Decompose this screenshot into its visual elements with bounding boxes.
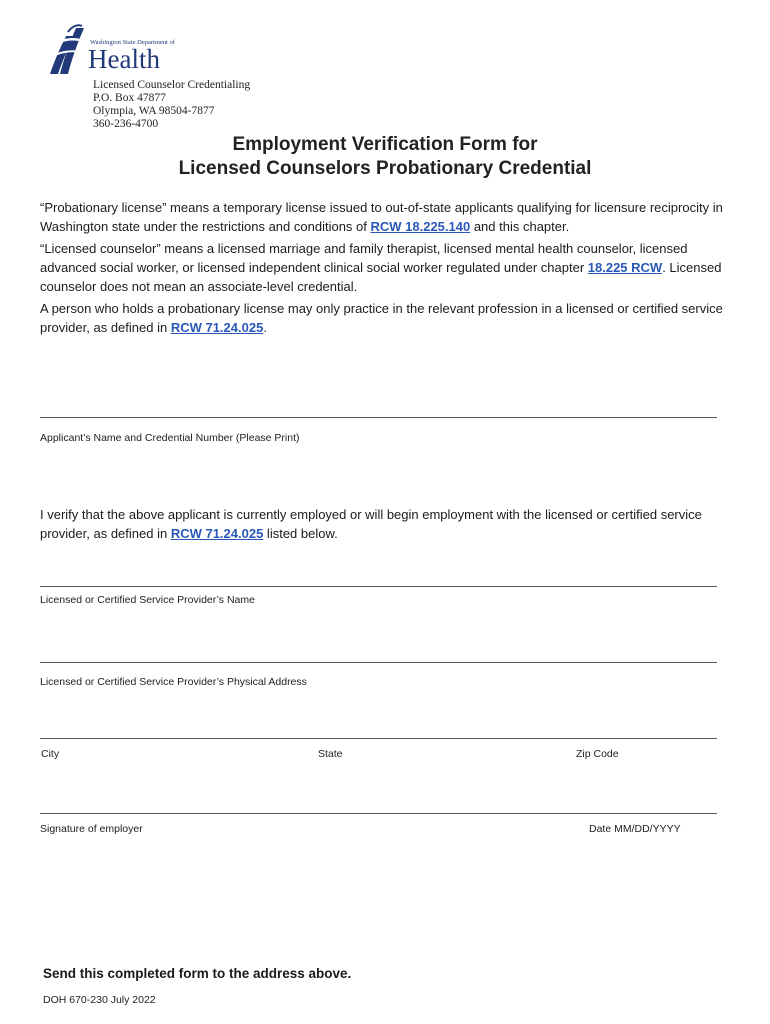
city-label: City	[41, 748, 60, 760]
address-line-4: 360-236-4700	[93, 118, 159, 130]
rcw-71-24-025-link[interactable]: RCW 71.24.025	[170, 320, 264, 335]
provider-name-line[interactable]	[40, 586, 717, 587]
verification-statement	[40, 505, 740, 543]
logo-small-text: Washington State Department of	[90, 39, 175, 46]
send-instruction: Send this completed form to the address above.	[43, 966, 352, 981]
licensed-counselor-definition	[40, 239, 740, 296]
provider-address-label: Licensed or Certified Service Provider’s Physical Address	[40, 676, 307, 688]
practice-restriction-text	[40, 299, 740, 337]
para3-text-before: A person who holds a probationary license may only practice in the relevant profession in a licensed or certified service provider, as defined in	[40, 301, 723, 335]
address-line-2: P.O. Box 47877	[93, 92, 166, 104]
signature-label: Signature of employer	[40, 823, 143, 835]
para4-text-before: I verify that the above applicant is currently employed or will begin employment with the licensed or certified service provider, as defined in	[40, 507, 702, 541]
address-block	[93, 79, 250, 131]
page-title-line-2: Licensed Counselors Probationary Credential	[178, 158, 592, 179]
logo-health-text: Health	[88, 44, 160, 74]
para4-text-after: listed below.	[263, 526, 338, 541]
applicant-name-label: Applicant’s Name and Credential Number (Please Print)	[40, 432, 300, 444]
signature-date-line[interactable]	[40, 813, 717, 814]
state-label: State	[318, 748, 343, 760]
city-state-zip-line[interactable]	[40, 738, 717, 739]
rcw-18-225-link[interactable]: 18.225 RCW	[587, 260, 663, 275]
address-line-3: Olympia, WA 98504-7877	[93, 105, 215, 117]
para3-text-after: .	[263, 320, 267, 335]
para2-text-after: . Licensed counselor does not mean an associate-level credential.	[40, 260, 722, 294]
para2-text-before: “Licensed counselor” means a licensed marriage and family therapist, licensed mental health counselor, licensed advanced social worker, or licensed independent clinical social worker regulated under chapter	[40, 241, 688, 275]
provider-address-line[interactable]	[40, 662, 717, 663]
zip-code-label: Zip Code	[576, 748, 619, 760]
rcw-18-225-140-link[interactable]: RCW 18.225.140	[370, 219, 471, 234]
provider-name-label: Licensed or Certified Service Provider’s Name	[40, 594, 255, 606]
probationary-license-definition	[40, 198, 740, 236]
para1-text-before: “Probationary license” means a temporary license issued to out-of-state applicants qualifying for licensure reciprocity in Washington state under the restrictions and conditions of	[40, 200, 723, 234]
form-id: DOH 670-230 July 2022	[43, 994, 156, 1006]
para1-text-after: and this chapter.	[470, 219, 570, 234]
date-label: Date MM/DD/YYYY	[589, 823, 681, 835]
page-title-line-1: Employment Verification Form for	[232, 134, 538, 155]
address-line-1: Licensed Counselor Credentialing	[93, 79, 251, 91]
rcw-71-24-025-link-2[interactable]: RCW 71.24.025	[170, 526, 264, 541]
applicant-name-line[interactable]	[40, 417, 717, 418]
